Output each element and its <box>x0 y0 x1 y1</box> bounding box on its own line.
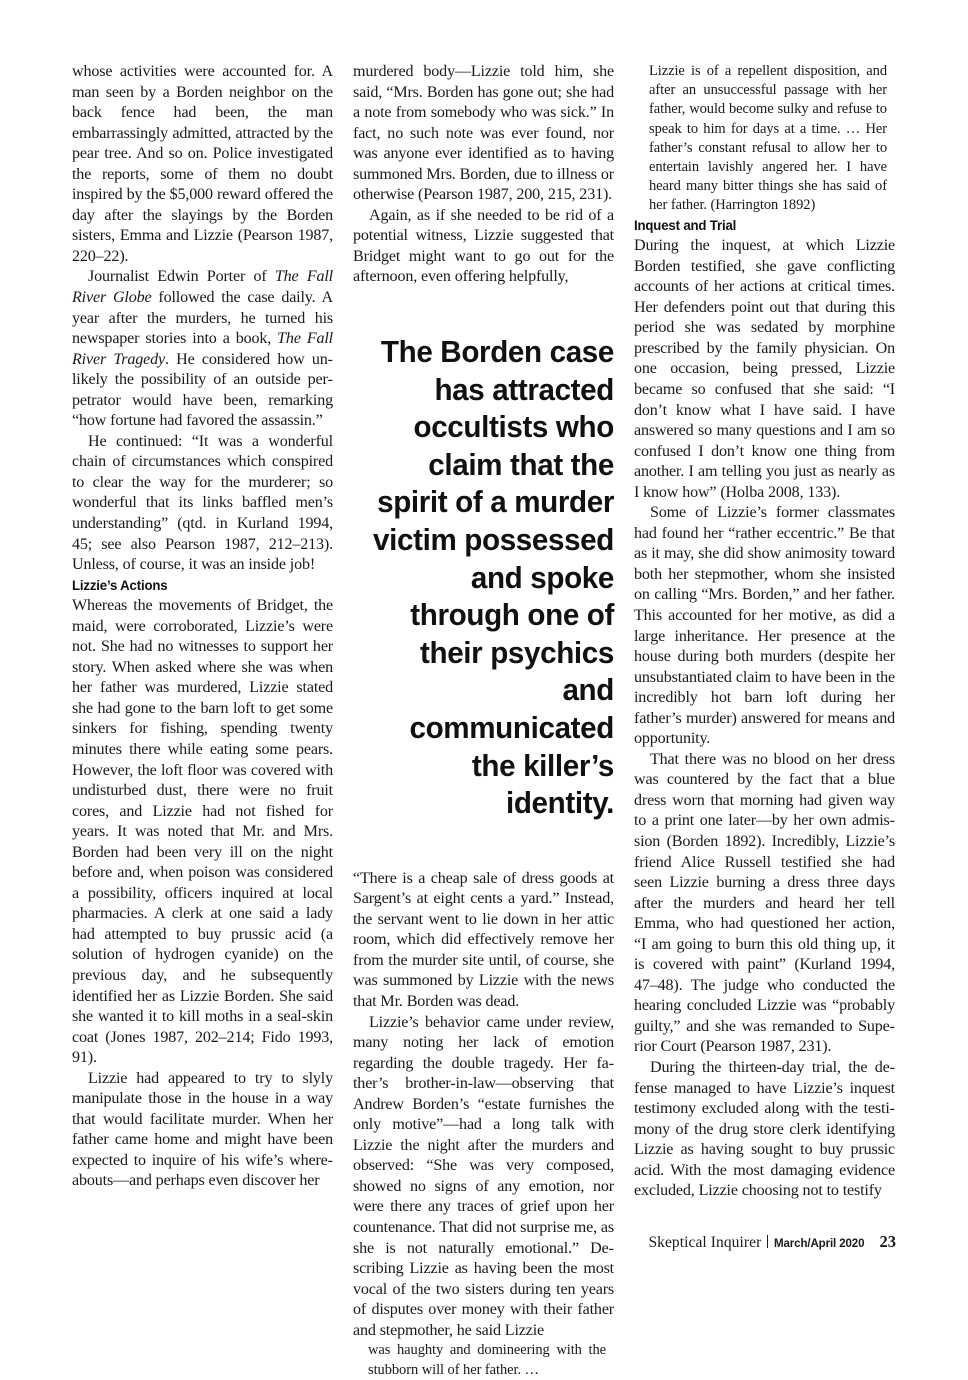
book-title-fall-river-tragedy: The Fall River Tragedy <box>72 330 333 368</box>
paragraph-manipulate: Lizzie had appeared to try to slyly manipulate those in the house in a way that would facilitate murder. When her father came home and might have been expected to inquire of his wife’s whereabouts—and perhaps even discover her <box>72 1069 333 1190</box>
paragraph-during-inquest: During the inquest, at which Lizzie Borden testified, she gave conflicting accounts of her actions at critical times. Her defenders point out that during this period she was sedated by morphine prescribed by the family physician. On one occasion, being pressed, Lizzie became so confused that she said: “I don’t know what I have said. I have answered so many questions and I am so confused I don’t know one thing from another. I am telling you just as nearly as I know how” (Holba 2008, 133). <box>634 237 895 501</box>
book-title-fall-river-globe: The Fall River Globe <box>72 268 333 307</box>
paragraph-edwin-porter <box>72 267 333 431</box>
block-quote-harrington: Lizzie is of a repellent disposition, and after an unsuccessful passage with her father, would become sulky and refuse to speak to him for days at a time. … Her father’s constant refusal to allow her to entertain lavishly angered her. I have heard many bitter things she has said of her father. (Harrington 1892) <box>649 63 887 214</box>
paragraph-again-potential-witness: Again, as if she needed to be rid of a potential witness, Lizzie suggested that Bridget might want to go out for the afternoon, even offering helpfully, <box>353 206 614 286</box>
column-2 <box>353 62 614 1378</box>
column-3 <box>634 62 895 1222</box>
paragraph-whereas-movements: Whereas the movements of Bridget, the maid, were corroborated, Lizzie’s were not. She had no witnesses to support her story. When asked where she was when her father was murdered, Lizzie stated she had gone to the barn loft to get some sinkers for fishing, spending twenty minutes there while eating some pears. However, the loft floor was covered with undisturbed dust, there were no fruit cores, and Lizzie had not fished for years. It was noted that Mr. and Mrs. Borden had been very ill on the night before and, when poison was considered a possibility, officers inquired at local pharmacies. A clerk at one said a lady had attempted to buy prussic acid (a solution of hydrogen cyanide) on the previous day, and he subsequently identified her as Lizzie Borden. She said she wanted it to kill moths in a seal-skin coat (Jones 1987, 202–214; Fido 1993, 91). <box>72 597 333 1067</box>
paragraph-cheap-sale: “There is a cheap sale of dress goods at Sargent’s at eight cents a yard.” Instead, the servant went to lie down in her attic room, which did effectively remove her from the murder site until, of course, she was summoned by Lizzie with the news that Mr. Borden was dead. <box>353 869 614 1011</box>
paragraph-continued-from-previous-page: whose activities were accounted for. A man seen by a Borden neighbor on the back fence had been, the man embarrassingly admitted, attracted by the pear tree. And so on. Police investigated the reports, some of them no doubt inspired by the $5,000 reward offered the day after the slayings by the Borden sisters, Emma and Lizzie (Pearson 1987, 220–22). <box>72 63 333 265</box>
paragraph-he-continued: He continued: “It was a wonderful chain of circumstances which conspired to clear the way for the murderer; so wonderful that its links baffled men’s understanding” (qtd. in Kurland 1994, 45; see also Pearson 1987, 212–213). Unless, of course, it was an inside job! <box>72 432 333 574</box>
text-run: Journalist Edwin Porter of <box>88 268 275 286</box>
section-heading-inquest-and-trial: Inquest and Trial <box>634 217 737 234</box>
paragraph-no-blood-on-dress: That there was no blood on her dress was countered by the fact that a blue dress worn that morning had given way to a print one later—by her own admission (Borden 1892). Incredibly, Lizzie’s friend Alice Russell testified she had seen Lizzie burning a dress three days after the murders and heard her tell Emma, who had questioned her action, “I am going to burn this old thing up, it is covered with paint” (Kurland 1994, 47–48). The judge who conducted the hearing concluded Lizzie was “probably guilty,” and she was remanded to Superior Court (Pearson 1987, 231). <box>634 750 895 1056</box>
paragraph-thirteen-day-trial: During the thirteen-day trial, the defense managed to have Lizzie’s inquest testimony excluded along with the testimony of the drug store clerk identifying Lizzie as having sought to buy prussic acid. With the most damaging evidence excluded, Lizzie choosing not to testify <box>634 1059 895 1200</box>
paragraph-murdered-body: murdered body—Lizzie told him, she said, “Mrs. Borden has gone out; she had a note from somebody who was sick.” In fact, no such note was ever found, nor was anyone ever identified as to having summoned Mrs. Borden, due to illness or otherwise (Pearson 1987, 200, 215, 231). <box>353 63 614 204</box>
column-1 <box>72 62 333 1222</box>
paragraph-former-classmates: Some of Lizzie’s former classmates had found her “rather eccentric.” Be that as it may, she did show animosity toward both her stepmother, whom she insisted on calling “Mrs. Borden,” and her father. This accounted for her motive, as did a large inheritance. Her presence at the house during both murders (despite her unsubstantiated claim to have been in the incredibly hot barn loft during her father’s murder) answered for means and opportunity. <box>634 504 895 748</box>
text-run: . He considered how unlikely the possibility of an outside perpetrator would have been, remarking “how fortune had favored the assassin.” <box>72 350 333 430</box>
block-quote-haughty: was haughty and domineering with the stubborn will of her father. … <box>368 1342 606 1378</box>
footer-divider <box>767 1235 768 1248</box>
paragraph-lizzies-behavior: Lizzie’s behavior came under review, many noting her lack of emotion regarding the double tragedy. Her father’s brother-in-law—observing that Andrew Borden’s “estate furnishes the only motive”—had a long talk with Lizzie the night after the murders and observed: “She was very composed, showed no signs of any emotion, nor were there any traces of grief upon her countenance. That did not surprise me, as she is not naturally emotional.” Describing Lizzie as having been the most vocal of the two sisters during ten years of disputes over money with their father and stepmother, he said Lizzie <box>353 1013 614 1339</box>
footer-page-number: 23 <box>879 1232 896 1251</box>
footer-publication-name: Skeptical Inquirer <box>648 1234 762 1251</box>
text-run: followed the case daily. A year after the murders, he turned his newspaper stories into a book, <box>72 289 333 348</box>
page-footer <box>648 1232 896 1252</box>
footer-issue-date: March/April 2020 <box>774 1236 865 1250</box>
pull-quote: The Borden case has attracted occultists who claim that the spirit of a murder victim possessed and spoke through one of their psychics and communicated the killer’s identity. <box>373 335 614 821</box>
section-heading-lizzies-actions: Lizzie’s Actions <box>72 577 168 594</box>
